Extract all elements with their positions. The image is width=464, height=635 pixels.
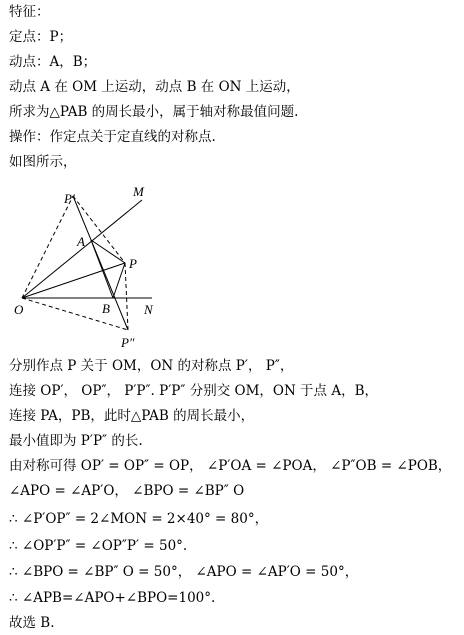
text-line-fixed-point: 定点：P；: [9, 29, 73, 45]
text-line-step-4: ∴ ∠APB=∠APO+∠BPO=100°.: [9, 590, 216, 606]
label-p-double-prime: P″: [121, 335, 135, 350]
dashed-pp1: [73, 196, 125, 263]
text-line-features: 特征：: [9, 4, 50, 20]
geometry-diagram: [0, 178, 200, 358]
text-line-moving-points: 动点：A，B；: [9, 54, 97, 70]
text-line-motion: 动点 A 在 OM 上运动，动点 B 在 ON 上运动，: [9, 79, 300, 95]
label-b: B: [102, 301, 110, 316]
text-line-reflect: 分别作点 P 关于 OM，ON 的对称点 P′， P″，: [9, 358, 294, 374]
text-line-connect: 连接 OP′， OP″， P′P″. P′P″ 分别交 OM，ON 于点 A，B，: [9, 383, 379, 399]
dashed-pp2: [125, 263, 128, 330]
label-n: N: [144, 302, 153, 317]
dashed-op2: [22, 298, 128, 330]
segment-pb: [113, 263, 125, 298]
label-o: O: [14, 302, 24, 317]
text-line-step-1: ∴ ∠P′OP″ = 2∠MON = 2×40° = 80°，: [9, 511, 269, 527]
text-line-min-perimeter: 连接 PA，PB，此时△PAB 的周长最小，: [9, 408, 255, 424]
text-line-min-value: 最小值即为 P′P″ 的长.: [9, 433, 143, 449]
text-line-as-shown: 如图所示，: [9, 154, 77, 170]
dashed-op1: [22, 196, 73, 298]
label-m: M: [133, 184, 144, 199]
text-line-symmetry: 由对称可得 OP′ = OP″ = OP， ∠P′OA = ∠POA， ∠P″OB = ∠POB，: [9, 458, 452, 474]
text-line-angles: ∠APO = ∠AP′O， ∠BPO = ∠BP″ O: [9, 483, 245, 499]
segment-p1-p2: [73, 196, 128, 330]
text-line-step-3: ∴ ∠BPO = ∠BP″ O = 50°， ∠APO = ∠AP′O = 50°，: [9, 564, 359, 580]
ray-om: [22, 200, 142, 298]
text-line-goal: 所求为△PAB 的周长最小，属于轴对称最值问题.: [9, 104, 299, 120]
segment-ab: [91, 240, 113, 298]
label-p: P: [129, 256, 137, 271]
text-line-step-2: ∴ ∠OP′P″ = ∠OP″P′ = 50°.: [9, 538, 188, 554]
text-line-answer: 故选 B.: [9, 615, 55, 631]
label-p-prime: P′: [64, 191, 75, 206]
segment-op: [22, 263, 125, 298]
label-a: A: [77, 234, 85, 249]
text-line-operation: 操作：作定点关于定直线的对称点.: [9, 129, 216, 145]
